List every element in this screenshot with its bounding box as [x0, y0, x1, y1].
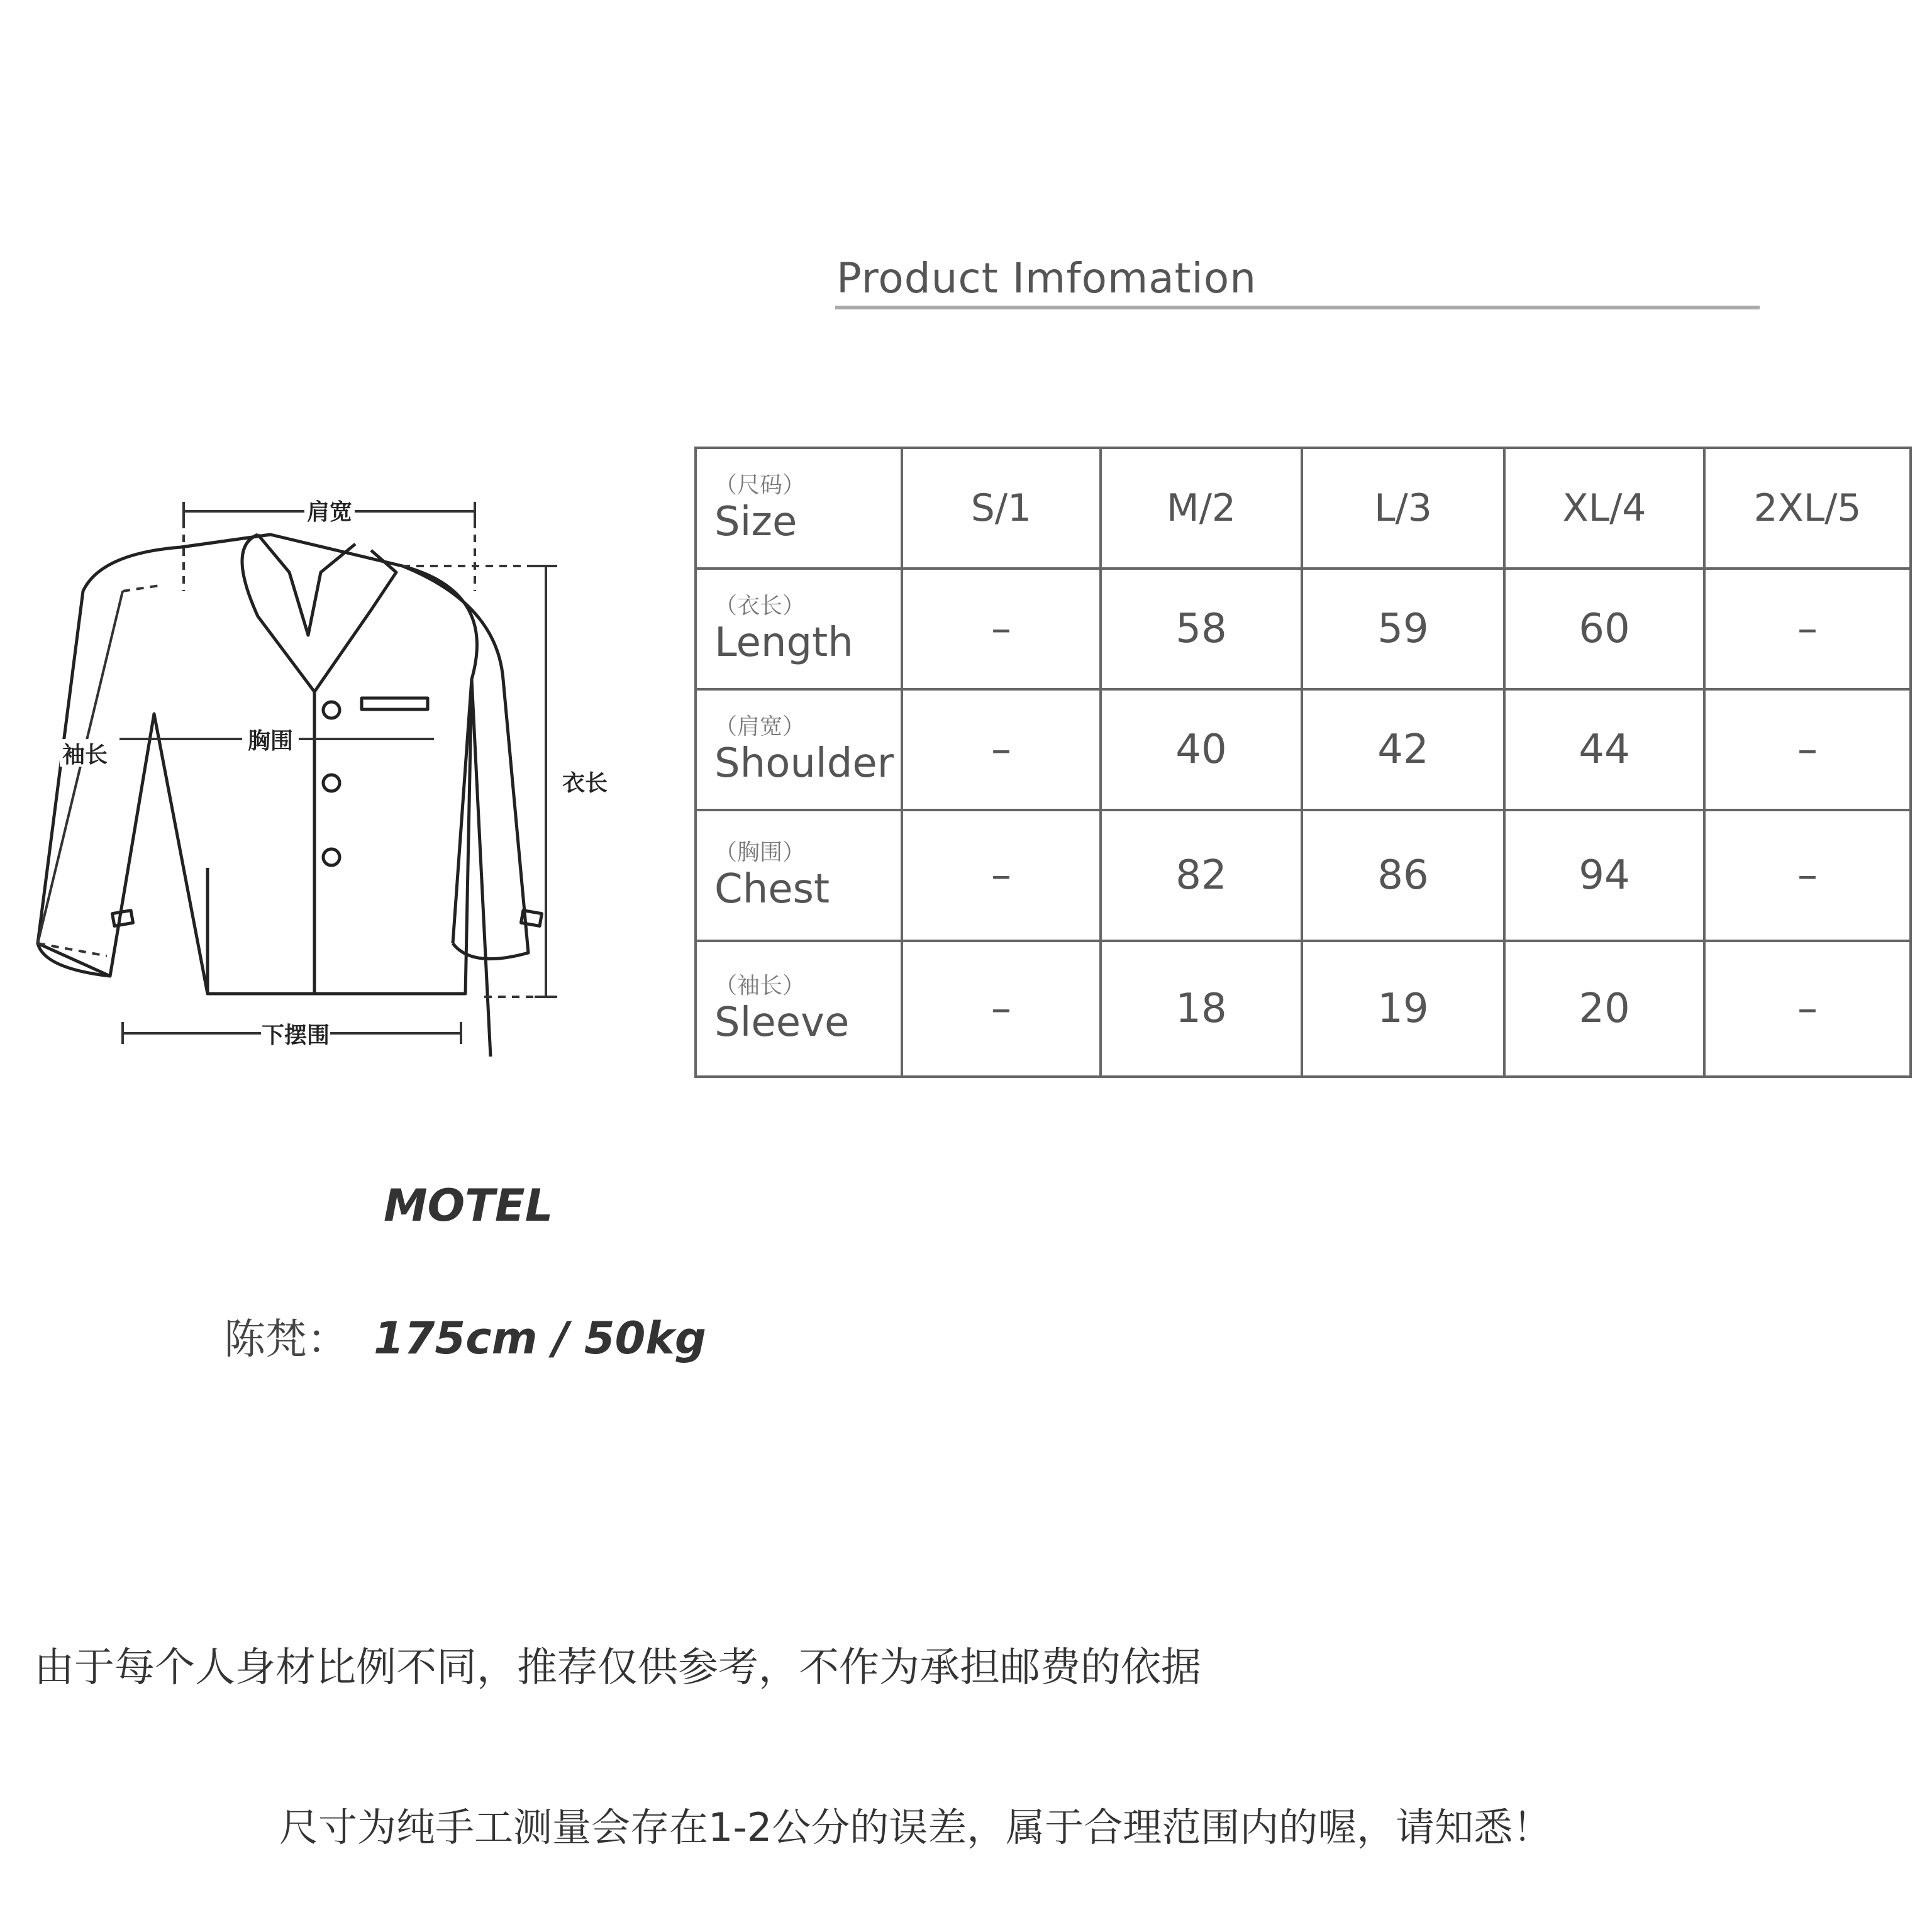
row-label-chest: [696, 810, 902, 941]
table-cell: –: [902, 810, 1101, 941]
table-cell: 20: [1504, 941, 1704, 1077]
model-stats: 175cm / 50kg: [374, 1313, 706, 1364]
table-cell: –: [1704, 689, 1911, 810]
jacket-diagram: [19, 491, 623, 1057]
row-label-cn: （衣长）: [714, 593, 806, 619]
size-col-2xl: 2XL/5: [1704, 448, 1911, 569]
row-label-shoulder: [696, 689, 902, 810]
row-label-cn: （袖长）: [714, 973, 806, 999]
size-chart-table: [694, 447, 1912, 1078]
table-cell: –: [1704, 941, 1911, 1077]
table-cell: 86: [1302, 810, 1504, 941]
row-label-cn: （胸围）: [714, 840, 806, 865]
length-label: 衣长: [562, 770, 608, 796]
table-cell: –: [902, 689, 1101, 810]
disclaimer-line-1: 由于每个人身材比例不同，推荐仅供参考，不作为承担邮费的依据: [34, 1645, 1201, 1691]
table-cell: –: [1704, 810, 1911, 941]
size-col-xl: XL/4: [1504, 448, 1704, 569]
table-row: [696, 569, 1911, 689]
table-cell: 59: [1302, 569, 1504, 689]
jacket-outline-icon: [38, 535, 542, 1057]
model-name: 陈梵：: [224, 1315, 348, 1363]
chest-label: 胸围: [247, 728, 294, 754]
row-label-en: Chest: [714, 866, 830, 913]
row-label-cn: （肩宽）: [714, 714, 806, 740]
table-cell: 60: [1504, 569, 1704, 689]
table-cell: –: [902, 569, 1101, 689]
table-cell: –: [1704, 569, 1911, 689]
page-title: Product Imfomation: [836, 254, 1257, 303]
header-label-cn: （尺码）: [714, 472, 806, 498]
table-header-row: [696, 448, 1911, 569]
measurement-guides: [38, 502, 557, 1044]
table-cell: 18: [1101, 941, 1302, 1077]
sleeve-label: 袖长: [62, 742, 108, 768]
disclaimer-line-2: 尺寸为纯手工测量会存在1-2公分的误差，属于合理范围内的喔，请知悉！: [279, 1804, 1552, 1850]
header-label-en: Size: [714, 499, 797, 545]
table-cell: 42: [1302, 689, 1504, 810]
title-underline: [835, 306, 1760, 309]
row-label-en: Sleeve: [714, 999, 850, 1046]
table-row: [696, 689, 1911, 810]
table-cell: 82: [1101, 810, 1302, 941]
size-col-s: S/1: [902, 448, 1101, 569]
table-cell: 44: [1504, 689, 1704, 810]
row-label-sleeve: [696, 941, 902, 1077]
table-cell: 40: [1101, 689, 1302, 810]
table-cell: 94: [1504, 810, 1704, 941]
table-cell: –: [902, 941, 1101, 1077]
shoulder-label: 肩宽: [306, 499, 353, 525]
row-label-length: [696, 569, 902, 689]
brand-name: MOTEL: [384, 1180, 553, 1231]
row-label-en: Shoulder: [714, 740, 894, 787]
table-cell: 58: [1101, 569, 1302, 689]
header-label-cell: [696, 448, 902, 569]
hem-label: 下摆围: [261, 1023, 330, 1048]
table-row: [696, 941, 1911, 1077]
size-col-m: M/2: [1101, 448, 1302, 569]
table-cell: 19: [1302, 941, 1504, 1077]
size-col-l: L/3: [1302, 448, 1504, 569]
model-info: [224, 1306, 706, 1365]
row-label-en: Length: [714, 619, 853, 666]
table-row: [696, 810, 1911, 941]
